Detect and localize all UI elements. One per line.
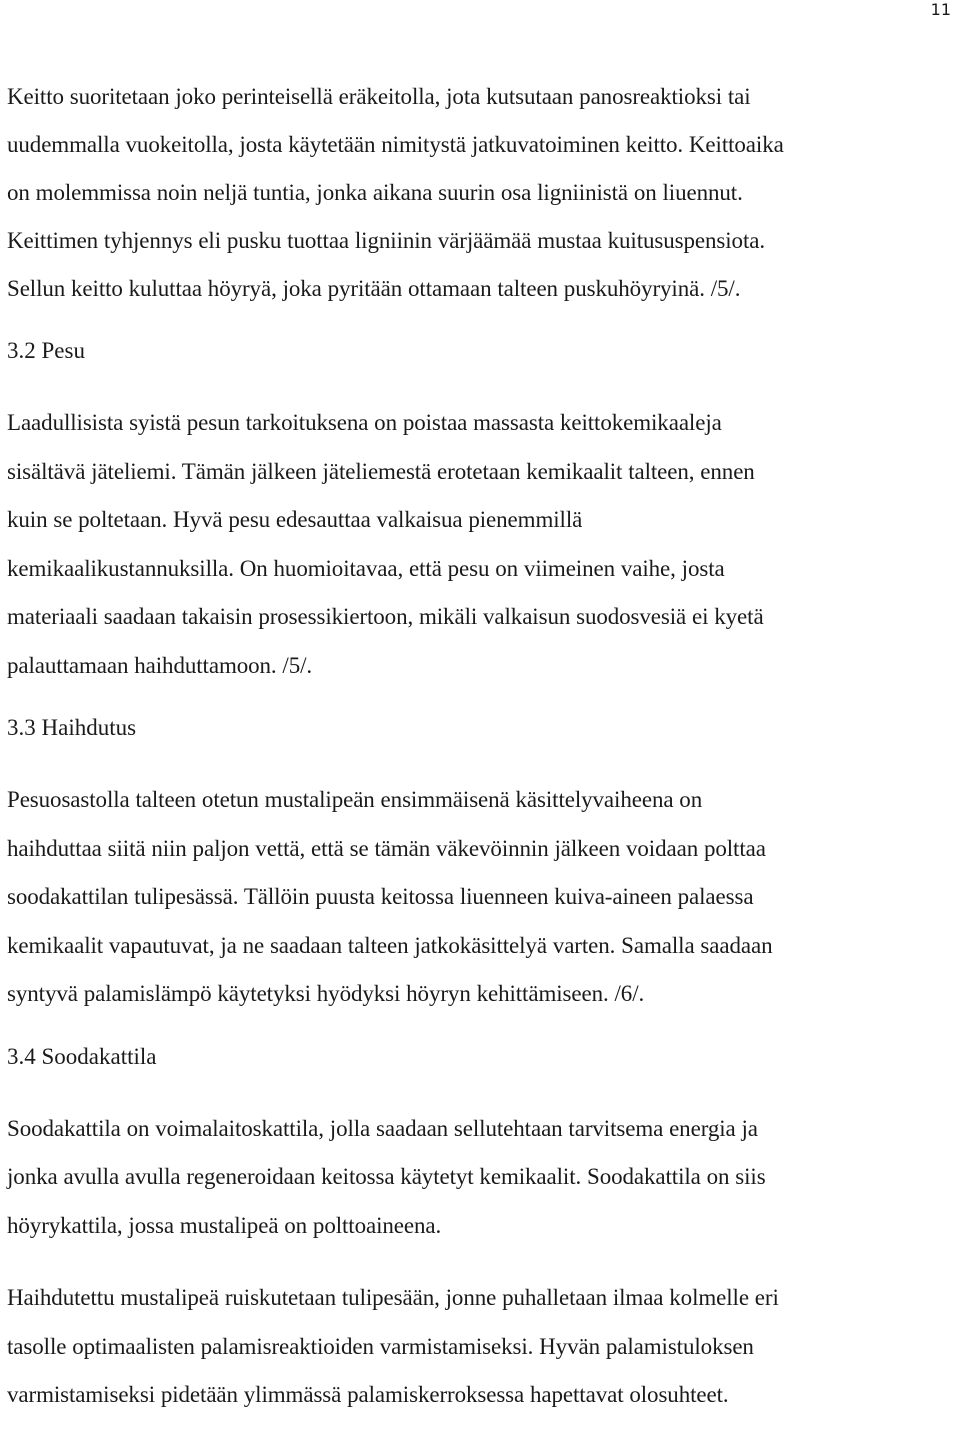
text-line: Haihdutettu mustalipeä ruiskutetaan tulipesään, jonne puhalletaan ilmaa kolmelle eri <box>7 1285 779 1310</box>
text-line: soodakattilan tulipesässä. Tällöin puusta keitossa liuenneen kuiva-aineen palaessa <box>7 884 754 909</box>
section-heading-soodakattila: 3.4 Soodakattila <box>7 1043 157 1069</box>
text-line: Laadullisista syistä pesun tarkoituksena on poistaa massasta keittokemikaaleja <box>7 410 722 435</box>
text-line: syntyvä palamislämpö käytetyksi hyödyksi höyryn kehittämiseen. /6/. <box>7 981 645 1006</box>
spacer <box>7 1019 952 1033</box>
text-line: jonka avulla avulla regeneroidaan keitossa käytetyt kemikaalit. Soodakattila on siis <box>7 1164 766 1189</box>
section-heading-pesu: 3.2 Pesu <box>7 338 85 363</box>
text-line: Pesuosastolla talteen otetun mustalipeän ensimmäisenä käsittelyvaiheena on <box>7 787 703 812</box>
spacer <box>7 313 952 327</box>
text-line: kuin se poltetaan. Hyvä pesu edesauttaa valkaisua pienemmillä <box>7 507 583 532</box>
section-heading-haihdutus: 3.3 Haihdutus <box>7 715 137 740</box>
spacer <box>7 690 952 704</box>
text-line: materiaali saadaan takaisin prosessikiertoon, mikäli valkaisun suodosvesiä ei kyetä <box>7 604 764 629</box>
paragraph-soodakattila-2 <box>7 1274 952 1420</box>
text-line: sisältävä jäteliemi. Tämän jälkeen jäteliemestä erotetaan kemikaalit talteen, ennen <box>7 458 755 484</box>
paragraph-intro <box>7 73 952 313</box>
document-body <box>7 73 952 1420</box>
paragraph-pesu <box>7 399 952 690</box>
text-line: palauttamaan haihduttamoon. /5/. <box>7 652 313 678</box>
text-line: kemikaalit vapautuvat, ja ne saadaan talteen jatkokäsittelyä varten. Samalla saadaan <box>7 932 773 958</box>
text-line: Keitto suoritetaan joko perinteisellä eräkeitolla, jota kutsutaan panosreaktioksi tai <box>7 84 751 109</box>
spacer <box>7 1250 952 1274</box>
text-line: Keittimen tyhjennys eli pusku tuottaa ligniinin värjäämää mustaa kuitususpensiota. <box>7 228 766 253</box>
paragraph-soodakattila-1 <box>7 1105 952 1251</box>
text-line: Soodakattila on voimalaitoskattila, jolla saadaan sellutehtaan tarvitsema energia ja <box>7 1115 758 1141</box>
spacer <box>7 752 952 776</box>
text-line: höyrykattila, jossa mustalipeä on polttoaineena. <box>7 1212 442 1238</box>
text-line: on molemmissa noin neljä tuntia, jonka aikana suurin osa ligniinistä on liuennut. <box>7 180 743 205</box>
text-line: Sellun keitto kuluttaa höyryä, joka pyritään ottamaan talteen puskuhöyryinä. /5/. <box>7 276 741 301</box>
text-line: varmistamiseksi pidetään ylimmässä palamiskerroksessa hapettavat olosuhteet. <box>7 1382 729 1407</box>
text-line: kemikaalikustannuksilla. On huomioitavaa, että pesu on viimeinen vaihe, josta <box>7 555 725 581</box>
text-line: tasolle optimaalisten palamisreaktioiden varmistamiseksi. Hyvän palamistuloksen <box>7 1333 754 1359</box>
text-line: uudemmalla vuokeitolla, josta käytetään nimitystä jatkuvatoiminen keitto. Keittoaika <box>7 132 784 157</box>
page-number: 11 <box>930 0 951 19</box>
spacer <box>7 1081 952 1105</box>
paragraph-haihdutus <box>7 776 952 1019</box>
text-line: haihduttaa siitä niin paljon vettä, että se tämän väkevöinnin jälkeen voidaan polttaa <box>7 835 766 861</box>
spacer <box>7 375 952 399</box>
